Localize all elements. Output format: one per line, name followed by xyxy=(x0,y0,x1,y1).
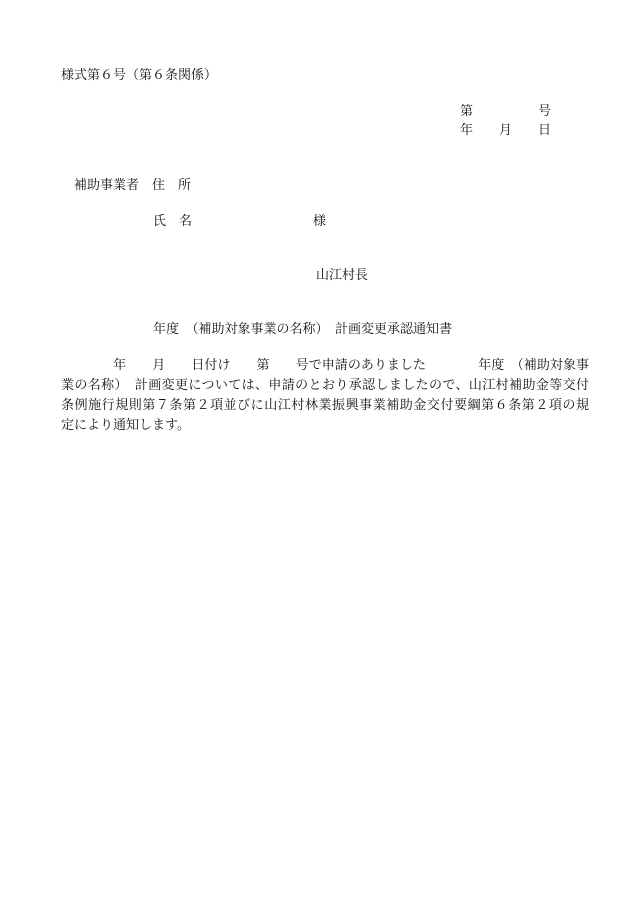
body-paragraph xyxy=(61,356,589,436)
issuer-name: 山江村長 xyxy=(316,268,369,283)
body-line: 定により通知します。 xyxy=(61,418,190,433)
body-line: 業の名称） 計画変更については、申請のとおり承認しましたので、山江村補助金等交付 xyxy=(61,378,589,393)
body-line: 年 月 日付け 第 号で申請のありました 年度 （補助対象事 xyxy=(61,358,589,373)
document-title: 年度 （補助対象事業の名称） 計画変更承認通知書 xyxy=(153,322,453,337)
honorific-sama: 様 xyxy=(313,214,327,229)
form-label: 様式第６号（第６条関係） xyxy=(61,68,218,83)
applicant-name-label: 氏 名 xyxy=(153,214,193,229)
applicant-address-label: 補助事業者 住 所 xyxy=(74,178,192,193)
document-number: 第 号 xyxy=(460,104,552,119)
body-line: 条例施行規則第７条第２項並びに山江村林業振興事業補助金交付要綱第６条第２項の規 xyxy=(61,398,589,413)
document-date: 年 月 日 xyxy=(460,123,552,138)
